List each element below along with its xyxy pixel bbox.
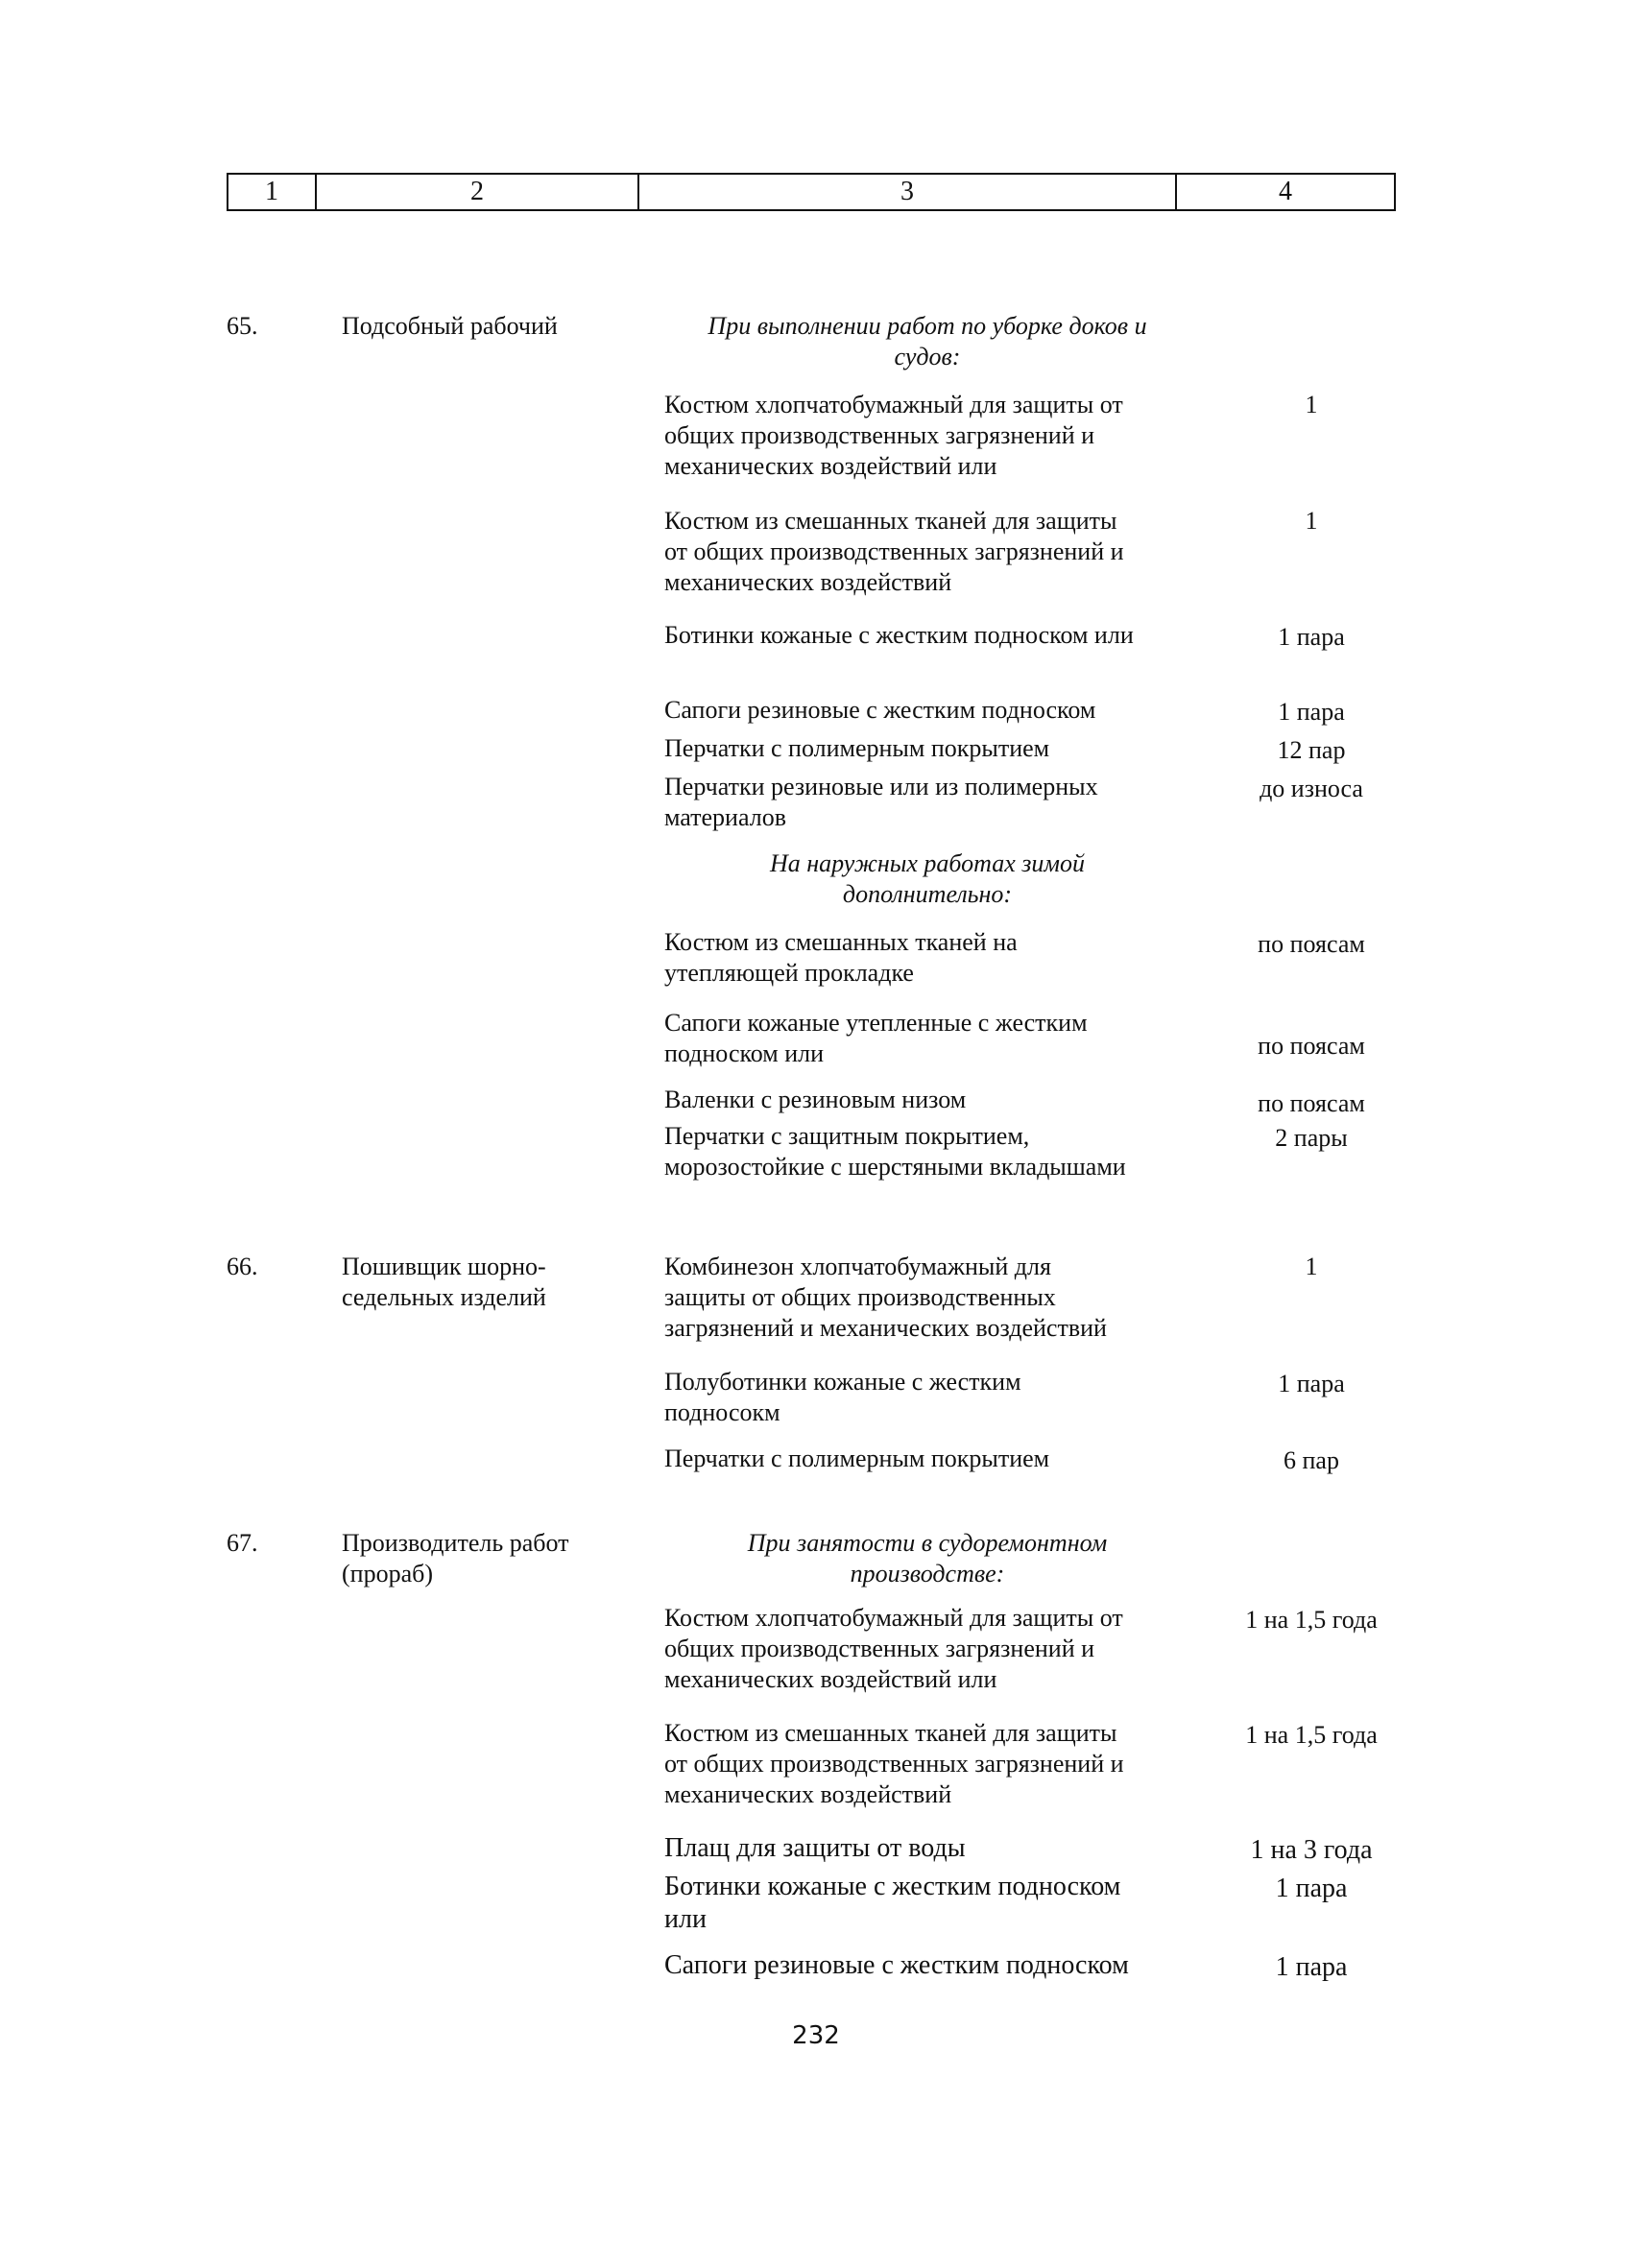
item-quantity: до износа <box>1260 775 1363 802</box>
item-quantity: 1 на 1,5 года <box>1245 1721 1378 1749</box>
item-description: общих производственных загрязнений и <box>664 1635 1095 1662</box>
row-number: 65. <box>227 312 258 340</box>
item-quantity: 1 пара <box>1278 698 1345 726</box>
item-description: Перчатки с полимерным покрытием <box>664 734 1050 762</box>
item-description: Сапоги кожаные утепленные с жестким <box>664 1009 1088 1037</box>
item-description: от общих производственных загрязнений и <box>664 1750 1124 1778</box>
column-header-table <box>227 173 1396 211</box>
item-quantity: 1 пара <box>1275 1952 1348 1982</box>
item-description: Плащ для защиты от воды <box>664 1833 966 1863</box>
column-header-4: 4 <box>1279 177 1292 206</box>
column-header-2: 2 <box>317 175 639 209</box>
row-number: 66. <box>227 1253 258 1280</box>
item-quantity: 6 пар <box>1284 1446 1339 1474</box>
item-description: Ботинки кожаные с жестким подноском <box>664 1872 1121 1901</box>
item-description: Костюм хлопчатобумажный для защиты от <box>664 1604 1123 1632</box>
item-description: или <box>664 1904 707 1934</box>
item-quantity: по поясам <box>1258 930 1365 958</box>
item-description: подноском или <box>664 1039 825 1067</box>
item-quantity: 1 на 1,5 года <box>1245 1606 1378 1634</box>
item-description: механических воздействий <box>664 1780 952 1808</box>
item-quantity: по поясам <box>1258 1032 1365 1060</box>
item-description: механических воздействий <box>664 568 952 596</box>
item-description: Полуботинки кожаные с жестким <box>664 1368 1021 1396</box>
profession-name: Пошивщик шорно- <box>342 1253 546 1280</box>
condition-heading-line: судов: <box>894 343 961 370</box>
item-quantity: 2 пары <box>1275 1124 1348 1152</box>
item-quantity: 1 <box>1305 1253 1318 1280</box>
item-description: Комбинезон хлопчатобумажный для <box>664 1253 1051 1280</box>
item-quantity: 1 на 3 года <box>1250 1835 1373 1865</box>
item-description: общих производственных загрязнений и <box>664 421 1095 449</box>
condition-heading-line: производстве: <box>850 1560 1005 1588</box>
item-description: морозостойкие с шерстяными вкладышами <box>664 1153 1126 1181</box>
item-description: механических воздействий или <box>664 452 997 480</box>
item-description: Перчатки с защитным покрытием, <box>664 1122 1030 1150</box>
item-description: Сапоги резиновые с жестким подноском <box>664 1950 1129 1980</box>
item-description: от общих производственных загрязнений и <box>664 537 1124 565</box>
condition-heading-line: На наружных работах зимой <box>769 849 1086 877</box>
condition-heading-line: При выполнении работ по уборке доков и <box>708 312 1147 340</box>
item-description: Костюм хлопчатобумажный для защиты от <box>664 391 1123 418</box>
item-quantity: 1 пара <box>1275 1874 1348 1903</box>
item-description: Костюм из смешанных тканей для защиты <box>664 507 1117 535</box>
item-quantity: 1 <box>1305 391 1318 418</box>
column-header-1: 1 <box>228 175 317 209</box>
item-quantity: 1 пара <box>1278 1370 1345 1397</box>
item-quantity: 12 пар <box>1277 736 1346 764</box>
condition-heading-line: При занятости в судоремонтном <box>747 1529 1108 1557</box>
item-description: Костюм из смешанных тканей для защиты <box>664 1719 1117 1747</box>
profession-name: Производитель работ <box>342 1529 569 1557</box>
profession-name: (прораб) <box>342 1560 433 1588</box>
item-description: материалов <box>664 803 786 831</box>
item-description: утепляющей прокладке <box>664 959 914 987</box>
item-description: механических воздействий или <box>664 1665 997 1693</box>
item-description: Сапоги резиновые с жестким подноском <box>664 696 1096 724</box>
item-description: Перчатки резиновые или из полимерных <box>664 773 1098 800</box>
item-quantity: 1 <box>1305 507 1318 535</box>
column-header-3: 3 <box>639 175 1177 209</box>
profession-name: седельных изделий <box>342 1283 546 1311</box>
page-number: 232 <box>792 2021 840 2050</box>
item-quantity: по поясам <box>1258 1089 1365 1117</box>
condition-heading-line: дополнительно: <box>842 880 1013 908</box>
item-description: подносокм <box>664 1398 780 1426</box>
row-number: 67. <box>227 1529 258 1557</box>
item-quantity: 1 пара <box>1278 623 1345 651</box>
item-description: Валенки с резиновым низом <box>664 1086 967 1113</box>
item-description: Ботинки кожаные с жестким подноском или <box>664 621 1134 649</box>
item-description: Перчатки с полимерным покрытием <box>664 1444 1050 1472</box>
profession-name: Подсобный рабочий <box>342 312 558 340</box>
item-description: Костюм из смешанных тканей на <box>664 928 1018 956</box>
item-description: загрязнений и механических воздействий <box>664 1314 1107 1342</box>
item-description: защиты от общих производственных <box>664 1283 1056 1311</box>
